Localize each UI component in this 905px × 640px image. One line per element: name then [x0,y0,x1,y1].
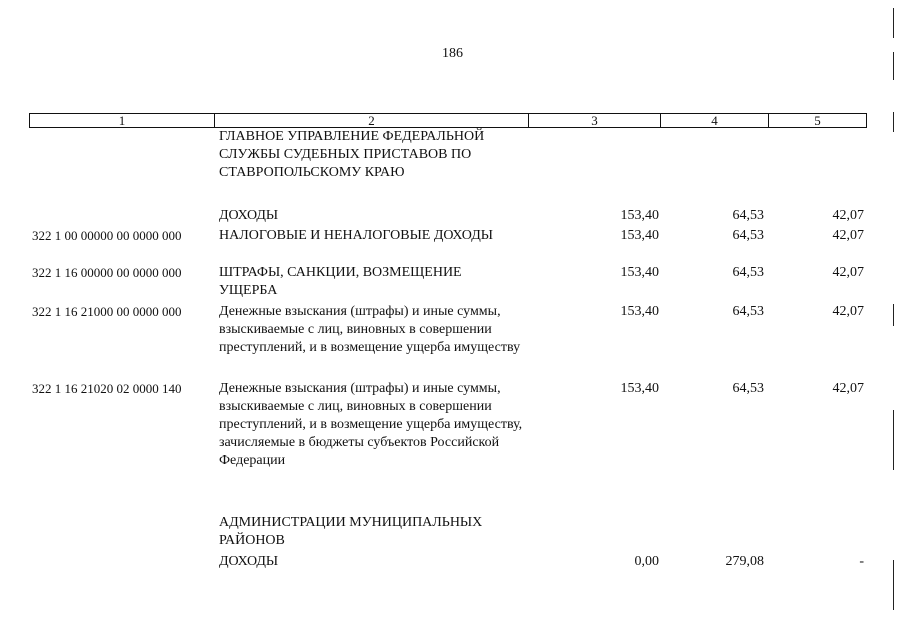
table-row [29,380,867,470]
row-value-4: 64,53 [732,304,764,319]
header-col-5: 5 [814,113,821,128]
row-value-4: 64,53 [732,265,764,280]
section-title-municipal [29,514,867,550]
table-row [29,207,867,225]
row-value-5: 42,07 [832,304,864,319]
header-col-3: 3 [529,114,661,127]
row-code: 322 1 16 21020 02 0000 140 [32,381,182,396]
row-name: ШТРАФЫ, САНКЦИИ, ВОЗМЕЩЕНИЕ УЩЕРБА [219,265,462,298]
scan-edge-mark [893,112,894,132]
scan-edge-mark [893,410,894,470]
row-value-4: 64,53 [732,208,764,223]
row-name: ДОХОДЫ [219,208,279,223]
row-name: Денежные взыскания (штрафы) и иные суммы, взыскиваемые с лиц, виновных в совершении преступлений, и в возмещение ущерба имуществу, зачисляемые в бюджеты субъектов Российской Федерации [219,381,523,468]
header-col-2: 2 [215,114,529,127]
page-number: 186 [442,46,463,61]
row-value-5: - [859,554,864,569]
row-value-4: 64,53 [732,381,764,396]
scan-edge-mark [893,52,894,80]
row-value-5: 42,07 [832,265,864,280]
scan-edge-mark [893,304,894,326]
row-value-4: 64,53 [732,228,764,243]
row-value-3: 153,40 [620,228,659,243]
table-header [29,113,867,128]
header-col-1: 1 [30,114,215,127]
row-code: 322 1 16 21000 00 0000 000 [32,304,182,319]
row-value-3: 153,40 [620,208,659,223]
header-col-4: 4 [661,114,769,127]
row-name: НАЛОГОВЫЕ И НЕНАЛОГОВЫЕ ДОХОДЫ [219,228,493,243]
section-title-bailiffs [29,128,867,182]
row-value-3: 0,00 [634,554,659,569]
section-title: ГЛАВНОЕ УПРАВЛЕНИЕ ФЕДЕРАЛЬНОЙ СЛУЖБЫ СУДЕБНЫХ ПРИСТАВОВ ПО СТАВРОПОЛЬСКОМУ КРАЮ [219,129,485,180]
table-row [29,303,867,357]
row-code: 322 1 16 00000 00 0000 000 [32,265,182,280]
table-row [29,227,867,245]
row-name: Денежные взыскания (штрафы) и иные суммы, взыскиваемые с лиц, виновных в совершении преступлений, и в возмещение ущерба имуществу [219,304,521,355]
row-value-3: 153,40 [620,265,659,280]
scan-edge-mark [893,8,894,38]
section-title: АДМИНИСТРАЦИИ МУНИЦИПАЛЬНЫХ РАЙОНОВ [219,515,483,548]
row-name: ДОХОДЫ [219,554,279,569]
row-value-5: 42,07 [832,228,864,243]
row-value-3: 153,40 [620,304,659,319]
row-value-3: 153,40 [620,381,659,396]
row-code: 322 1 00 00000 00 0000 000 [32,228,182,243]
table-row [29,553,867,571]
scan-edge-mark [893,560,894,610]
row-value-4: 279,08 [725,554,764,569]
table-row [29,264,867,300]
row-value-5: 42,07 [832,208,864,223]
row-value-5: 42,07 [832,381,864,396]
